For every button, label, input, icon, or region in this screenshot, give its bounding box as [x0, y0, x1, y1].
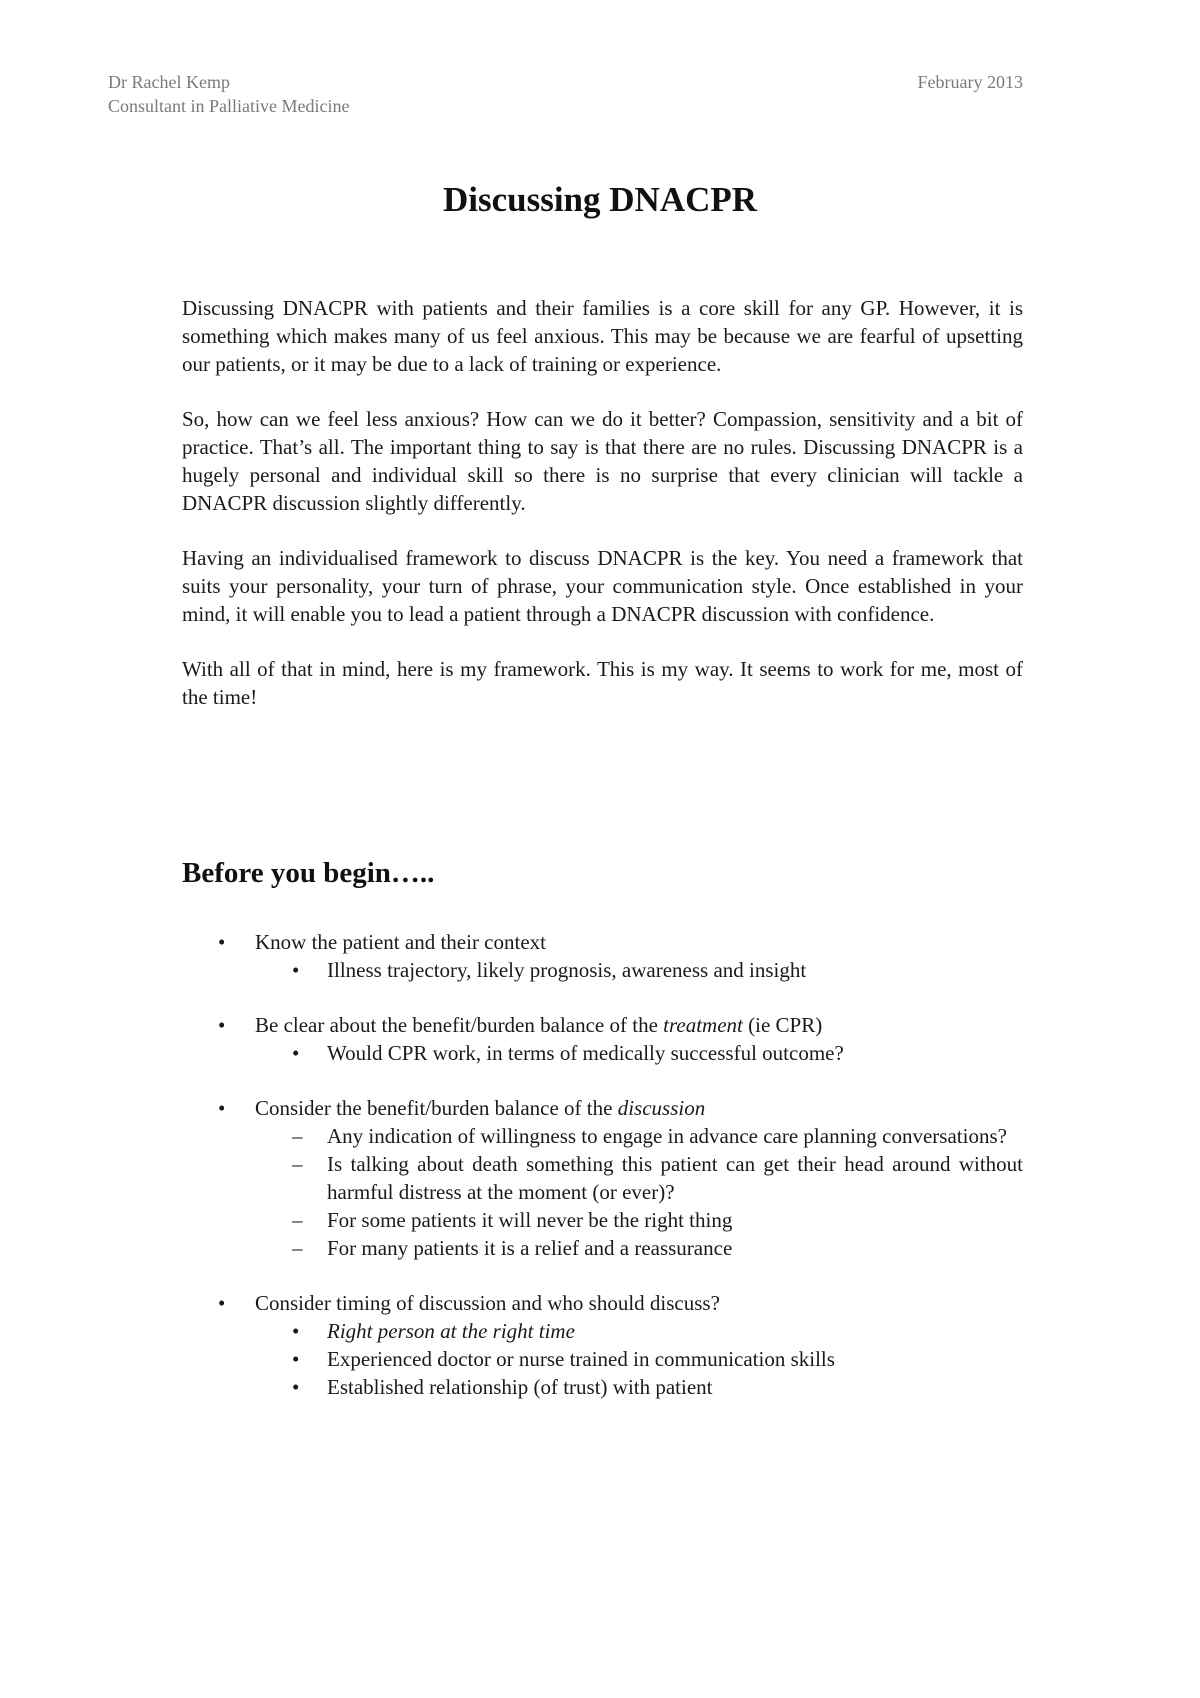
sub-item [182, 1122, 1023, 1150]
sub-item-text: Experienced doctor or nurse trained in communication skills [327, 1347, 835, 1371]
sub-item-text: Would CPR work, in terms of medically successful outcome? [327, 1041, 844, 1065]
bullet-icon: • [292, 1375, 300, 1399]
author-block [108, 70, 349, 118]
sub-item-text: Illness trajectory, likely prognosis, awareness and insight [327, 958, 807, 982]
paragraph: So, how can we feel less anxious? How can we do it better? Compassion, sensitivity and a bit of practice. That’s all. The important thing to say is that there are no rules. Discussing DNACPR is a hugely personal and individual skill so there is no surprise that every clinician will tackle a DNACPR discussion slightly differently. [182, 407, 1023, 515]
list-item-text: Know the patient and their context [255, 930, 546, 954]
bullet-icon: • [292, 1347, 300, 1371]
dash-icon: – [292, 1152, 303, 1176]
sub-item [182, 1206, 1023, 1234]
dash-icon: – [292, 1236, 303, 1260]
emphasis-text: treatment [663, 1013, 743, 1037]
list-item-text [255, 1011, 1023, 1039]
sub-item [182, 1373, 1023, 1401]
sub-item-text: For some patients it will never be the right thing [327, 1208, 733, 1232]
bullet-icon: • [218, 1096, 226, 1120]
bullet-icon: • [218, 1291, 226, 1315]
document-date: February 2013 [917, 72, 1023, 92]
sub-item [182, 1317, 1023, 1345]
emphasis-text: discussion [617, 1096, 706, 1120]
page-title: Discussing DNACPR [442, 180, 758, 219]
dash-icon: – [292, 1124, 303, 1148]
bullet-icon: • [292, 1041, 300, 1065]
sub-item-text: Right person at the right time [327, 1319, 575, 1343]
paragraph: Having an individualised framework to discuss DNACPR is the key. You need a framework that suits your personality, your turn of phrase, your communication style. Once established in your mind, it will enable you to lead a patient through a DNACPR discussion with confidence. [182, 546, 1023, 626]
list-item [182, 1011, 1023, 1067]
sub-item-text: Is talking about death something this patient can get their head around without harmful distress at the moment (or ever)? [327, 1152, 1023, 1204]
bullet-icon: • [292, 958, 300, 982]
paragraph: Discussing DNACPR with patients and their families is a core skill for any GP. However, it is something which makes many of us feel anxious. This may be because we are fearful of upsetting our patients, or it may be due to a lack of training or experience. [182, 296, 1023, 376]
list-item [182, 1094, 1023, 1262]
list-item [182, 928, 1023, 984]
text-run: Consider the benefit/burden balance of the [255, 1096, 618, 1120]
author-role: Consultant in Palliative Medicine [108, 96, 350, 116]
sub-item [182, 1234, 1023, 1262]
sub-item [182, 1345, 1023, 1373]
list-item-text [255, 1094, 1023, 1122]
text-run: (ie CPR) [742, 1013, 823, 1037]
sub-item-text: Any indication of willingness to engage in advance care planning conversations? [327, 1124, 1007, 1148]
text-run: Be clear about the benefit/burden balance of the [255, 1013, 664, 1037]
bullet-icon: • [218, 930, 226, 954]
bullet-icon: • [292, 1319, 300, 1343]
sub-item [182, 1039, 1023, 1067]
checklist [182, 928, 1023, 1428]
list-item [182, 1289, 1023, 1401]
bullet-icon: • [218, 1013, 226, 1037]
dash-icon: – [292, 1208, 303, 1232]
author-name: Dr Rachel Kemp [108, 72, 230, 92]
sub-item-text: For many patients it is a relief and a reassurance [327, 1236, 733, 1260]
intro-body [182, 294, 1023, 738]
sub-item-text: Established relationship (of trust) with patient [327, 1375, 713, 1399]
sub-item [182, 1150, 1023, 1206]
list-item-text: Consider timing of discussion and who should discuss? [255, 1291, 720, 1315]
paragraph: With all of that in mind, here is my framework. This is my way. It seems to work for me, most of the time! [182, 657, 1023, 709]
section-heading: Before you begin….. [182, 857, 435, 889]
sub-item [182, 956, 1023, 984]
